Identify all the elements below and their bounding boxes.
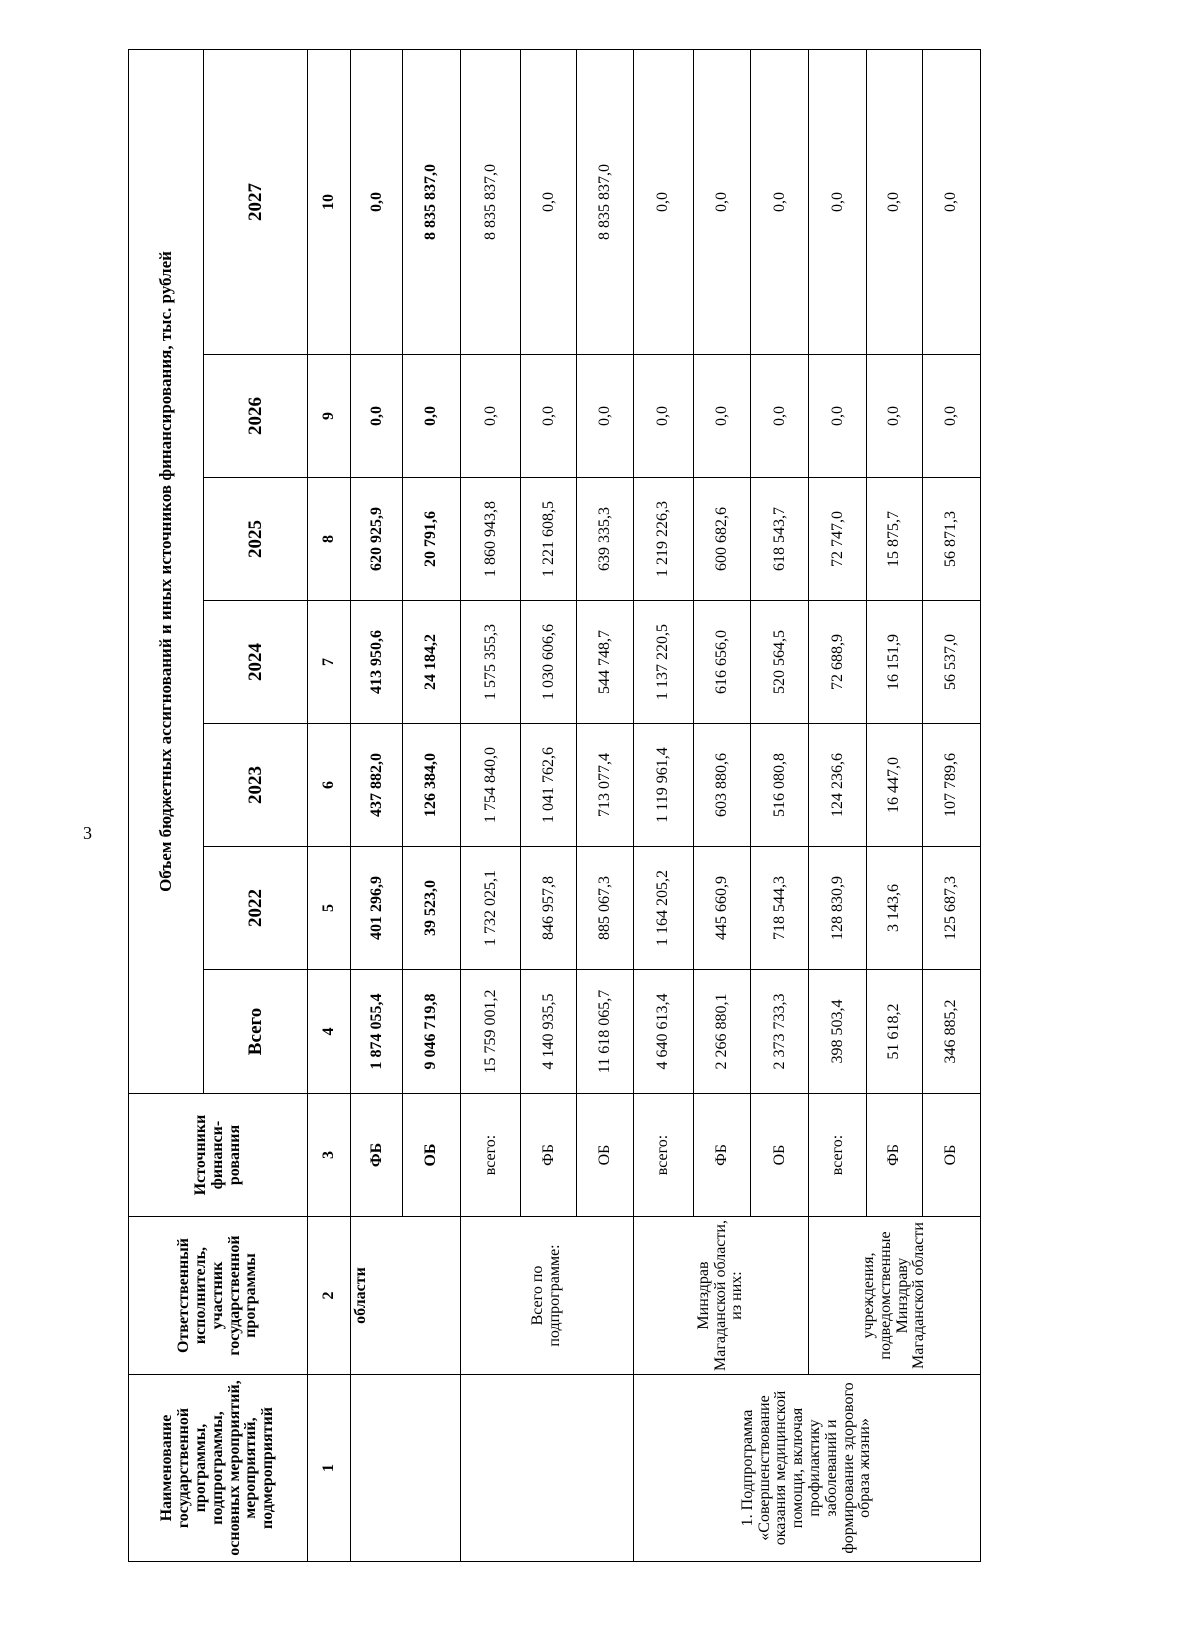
value-cell: 0,0 <box>809 355 867 478</box>
value-cell: 56 871,3 <box>922 478 980 601</box>
value-cell: 0,0 <box>521 355 577 478</box>
value-cell: 39 523,0 <box>402 847 460 970</box>
value-cell: 9 046 719,8 <box>402 970 460 1094</box>
value-cell: 0,0 <box>633 355 693 478</box>
value-cell: 0,0 <box>351 355 403 478</box>
value-cell: 0,0 <box>351 49 403 354</box>
value-cell: 125 687,3 <box>922 847 980 970</box>
value-cell: 124 236,6 <box>809 724 867 847</box>
value-cell: 516 080,8 <box>751 724 809 847</box>
value-cell: 0,0 <box>867 355 923 478</box>
executor-cell: Всего по подпрограмме: <box>460 1217 633 1375</box>
value-cell: 618 543,7 <box>751 478 809 601</box>
value-cell: 616 656,0 <box>694 601 751 724</box>
col-number: 6 <box>308 724 351 847</box>
header-source: Источники финанси-рования <box>129 1094 308 1217</box>
value-cell: 713 077,4 <box>576 724 633 847</box>
value-cell: 1 219 226,3 <box>633 478 693 601</box>
value-cell: 603 880,6 <box>694 724 751 847</box>
value-cell: 0,0 <box>521 49 577 354</box>
value-cell: 15 875,7 <box>867 478 923 601</box>
value-cell: 544 748,7 <box>576 601 633 724</box>
value-cell: 445 660,9 <box>694 847 751 970</box>
header-name: Наименование государственной программы, подпрограммы, основных мероприятий, мероприятий, подмероприятий <box>129 1375 308 1562</box>
col-number: 8 <box>308 478 351 601</box>
value-cell: 16 151,9 <box>867 601 923 724</box>
value-cell: 4 640 613,4 <box>633 970 693 1094</box>
value-cell: 126 384,0 <box>402 724 460 847</box>
value-cell: 1 041 762,6 <box>521 724 577 847</box>
value-cell: 885 067,3 <box>576 847 633 970</box>
value-cell: 72 747,0 <box>809 478 867 601</box>
header-year-2026: 2026 <box>204 355 308 478</box>
value-cell: 398 503,4 <box>809 970 867 1094</box>
value-cell: 413 950,6 <box>351 601 403 724</box>
value-cell: 11 618 065,7 <box>576 970 633 1094</box>
value-cell: 1 575 355,3 <box>460 601 520 724</box>
header-executor: Ответственный исполнитель, участник государственной программы <box>129 1217 308 1375</box>
value-cell: 0,0 <box>922 49 980 354</box>
source-cell: ОБ <box>402 1094 460 1217</box>
value-cell: 2 373 733,3 <box>751 970 809 1094</box>
value-cell: 8 835 837,0 <box>576 49 633 354</box>
value-cell: 639 335,3 <box>576 478 633 601</box>
name-cell-empty <box>351 1375 461 1562</box>
header-year-2024: 2024 <box>204 601 308 724</box>
source-cell: ФБ <box>521 1094 577 1217</box>
value-cell: 107 789,6 <box>922 724 980 847</box>
value-cell: 1 164 205,2 <box>633 847 693 970</box>
value-cell: 8 835 837,0 <box>460 49 520 354</box>
source-cell: ОБ <box>751 1094 809 1217</box>
value-cell: 600 682,6 <box>694 478 751 601</box>
source-cell: ФБ <box>694 1094 751 1217</box>
executor-cell: области <box>351 1217 461 1375</box>
value-cell: 1 732 025,1 <box>460 847 520 970</box>
value-cell: 16 447,0 <box>867 724 923 847</box>
value-cell: 0,0 <box>633 49 693 354</box>
source-cell: ОБ <box>576 1094 633 1217</box>
value-cell: 1 030 606,6 <box>521 601 577 724</box>
value-cell: 1 874 055,4 <box>351 970 403 1094</box>
value-cell: 56 537,0 <box>922 601 980 724</box>
value-cell: 0,0 <box>751 49 809 354</box>
source-cell: ФБ <box>867 1094 923 1217</box>
header-year-2027: 2027 <box>204 49 308 354</box>
header-budget-volume: Объем бюджетных ассигнований и иных источников финансирования, тыс. рублей <box>129 49 204 1093</box>
value-cell: 846 957,8 <box>521 847 577 970</box>
header-year-2025: 2025 <box>204 478 308 601</box>
col-number: 4 <box>308 970 351 1094</box>
value-cell: 72 688,9 <box>809 601 867 724</box>
budget-table <box>128 49 981 1562</box>
rotated-table-container <box>128 50 981 1562</box>
value-cell: 51 618,2 <box>867 970 923 1094</box>
value-cell: 1 137 220,5 <box>633 601 693 724</box>
value-cell: 620 925,9 <box>351 478 403 601</box>
value-cell: 15 759 001,2 <box>460 970 520 1094</box>
value-cell: 2 266 880,1 <box>694 970 751 1094</box>
value-cell: 0,0 <box>867 49 923 354</box>
col-number: 3 <box>308 1094 351 1217</box>
value-cell: 20 791,6 <box>402 478 460 601</box>
value-cell: 346 885,2 <box>922 970 980 1094</box>
value-cell: 3 143,6 <box>867 847 923 970</box>
value-cell: 437 882,0 <box>351 724 403 847</box>
col-number: 5 <box>308 847 351 970</box>
value-cell: 128 830,9 <box>809 847 867 970</box>
name-cell-empty <box>460 1375 633 1562</box>
value-cell: 0,0 <box>922 355 980 478</box>
value-cell: 401 296,9 <box>351 847 403 970</box>
executor-cell: Минздрав Магаданской области, из них: <box>633 1217 808 1375</box>
value-cell: 0,0 <box>402 355 460 478</box>
source-cell: всего: <box>460 1094 520 1217</box>
col-number: 7 <box>308 601 351 724</box>
page-number: 3 <box>83 823 92 843</box>
value-cell: 0,0 <box>460 355 520 478</box>
value-cell: 4 140 935,5 <box>521 970 577 1094</box>
value-cell: 24 184,2 <box>402 601 460 724</box>
value-cell: 0,0 <box>751 355 809 478</box>
source-cell: ОБ <box>922 1094 980 1217</box>
value-cell: 0,0 <box>809 49 867 354</box>
col-number: 9 <box>308 355 351 478</box>
value-cell: 718 544,3 <box>751 847 809 970</box>
value-cell: 8 835 837,0 <box>402 49 460 354</box>
value-cell: 520 564,5 <box>751 601 809 724</box>
col-number: 1 <box>308 1375 351 1562</box>
col-number: 10 <box>308 49 351 354</box>
header-year-2023: 2023 <box>204 724 308 847</box>
value-cell: 1 754 840,0 <box>460 724 520 847</box>
subprogram-name-cell: 1. Подпрограмма «Совершенствование оказания медицинской помощи, включая профилактику заболеваний и формирование здорового образа жизни» <box>633 1375 980 1562</box>
value-cell: 0,0 <box>694 49 751 354</box>
value-cell: 1 860 943,8 <box>460 478 520 601</box>
executor-cell: учреждения, подведомственные Минздраву Магаданской области <box>809 1217 981 1375</box>
source-cell: всего: <box>633 1094 693 1217</box>
header-total: Всего <box>204 970 308 1094</box>
value-cell: 0,0 <box>576 355 633 478</box>
value-cell: 0,0 <box>694 355 751 478</box>
header-year-2022: 2022 <box>204 847 308 970</box>
value-cell: 1 221 608,5 <box>521 478 577 601</box>
source-cell: всего: <box>809 1094 867 1217</box>
source-cell: ФБ <box>351 1094 403 1217</box>
value-cell: 1 119 961,4 <box>633 724 693 847</box>
col-number: 2 <box>308 1217 351 1375</box>
